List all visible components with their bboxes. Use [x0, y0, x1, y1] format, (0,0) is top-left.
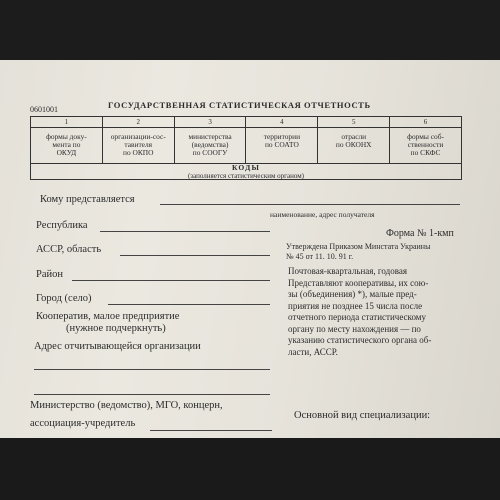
table-shadow	[0, 438, 500, 500]
association-line[interactable]	[150, 430, 272, 431]
instruction-line: отчетного периода статистическому	[288, 312, 426, 322]
field-label-recipient: Кому представляется	[40, 194, 135, 205]
codes-title: КОДЫ	[231, 163, 261, 172]
recipient-line[interactable]	[160, 204, 460, 205]
codes-cell-okonh	[318, 117, 390, 163]
field-label-region: АССР, область	[36, 244, 102, 255]
codes-cell-number: 3	[175, 117, 246, 128]
codes-cell-skfs	[390, 117, 461, 163]
codes-cell-number: 4	[246, 117, 317, 128]
field-label-association: ассоциация-учредитель	[30, 418, 136, 429]
codes-table	[30, 116, 462, 180]
codes-cell-soato	[246, 117, 318, 163]
codes-cell-label: по СООГУ	[192, 148, 228, 157]
paper-document	[0, 60, 500, 438]
recipient-note: наименование, адрес получателя	[270, 210, 375, 219]
instruction-line: приятия не позднее 15 числа после	[288, 300, 423, 311]
field-label-cooperative: Кооператив, малое предприятие	[36, 311, 180, 322]
district-line[interactable]	[72, 280, 270, 281]
field-label-city: Город (село)	[36, 293, 92, 304]
instruction-line: Представляют кооперативы, их сою-	[288, 277, 429, 288]
address-line-1[interactable]	[34, 369, 270, 370]
codes-cell-label: тавителя	[124, 140, 153, 149]
codes-cell-label: формы соб-	[407, 132, 444, 141]
codes-cell-okpo	[103, 117, 175, 163]
codes-note: (заполняется статистическим органом)	[187, 172, 305, 180]
codes-cell-label: отрасли	[341, 132, 367, 141]
codes-cell-label: по ОКПО	[123, 148, 154, 157]
republic-line[interactable]	[100, 231, 270, 232]
codes-cell-label: организации-сос-	[110, 132, 166, 141]
codes-cell-label: ОКУД	[56, 148, 77, 157]
codes-footer	[31, 163, 461, 179]
codes-cell-label: ственности	[407, 140, 444, 149]
region-line[interactable]	[120, 255, 270, 256]
field-label-republic: Республика	[36, 220, 88, 231]
instruction-line: зы (объединения) *), малые пред-	[288, 289, 417, 299]
instruction-line: органу по месту нахождения — по	[288, 323, 421, 334]
field-label-ministry: Министерство (ведомство), МГО, концерн,	[30, 400, 223, 411]
codes-cell-okud	[31, 117, 103, 163]
approved-by: Утверждена Приказом Минстата Украины	[286, 242, 431, 251]
submission-instructions	[288, 266, 431, 358]
codes-cell-number: 2	[103, 117, 174, 128]
codes-cell-number: 6	[390, 117, 461, 128]
form-code: 0601001	[30, 105, 58, 114]
instruction-line: указанию статистического органа об-	[288, 335, 432, 345]
instruction-line: Почтовая-квартальная, годовая	[288, 266, 407, 276]
field-label-address: Адрес отчитывающейся организации	[34, 341, 201, 352]
field-note-underline: (нужное подчеркнуть)	[66, 323, 166, 334]
city-line[interactable]	[108, 304, 270, 305]
address-line-2[interactable]	[34, 394, 270, 395]
codes-cell-label: по СОАТО	[264, 140, 299, 149]
form-number: Форма № 1-кмп	[386, 228, 454, 239]
codes-cell-soogu	[175, 117, 247, 163]
codes-cell-label: министерства	[188, 132, 232, 141]
approved-date: № 45 от 11. 10. 91 г.	[286, 252, 354, 261]
codes-cell-label: территории	[263, 132, 301, 141]
codes-cell-label: (ведомства)	[191, 140, 229, 149]
field-label-specialization: Основной вид специализации:	[294, 410, 431, 421]
codes-cell-number: 1	[31, 117, 102, 128]
codes-cell-label: по СКФС	[410, 148, 441, 157]
codes-cell-label: по ОКОНХ	[335, 140, 372, 149]
codes-cell-label: мента по	[52, 140, 81, 149]
codes-cell-label: формы доку-	[46, 132, 87, 141]
codes-row	[31, 117, 461, 163]
field-label-district: Район	[36, 269, 63, 280]
instruction-line: ласти, АССР.	[288, 346, 338, 357]
codes-cell-number: 5	[318, 117, 389, 128]
document-title: ГОСУДАРСТВЕННАЯ СТАТИСТИЧЕСКАЯ ОТЧЕТНОСТЬ	[108, 100, 371, 110]
